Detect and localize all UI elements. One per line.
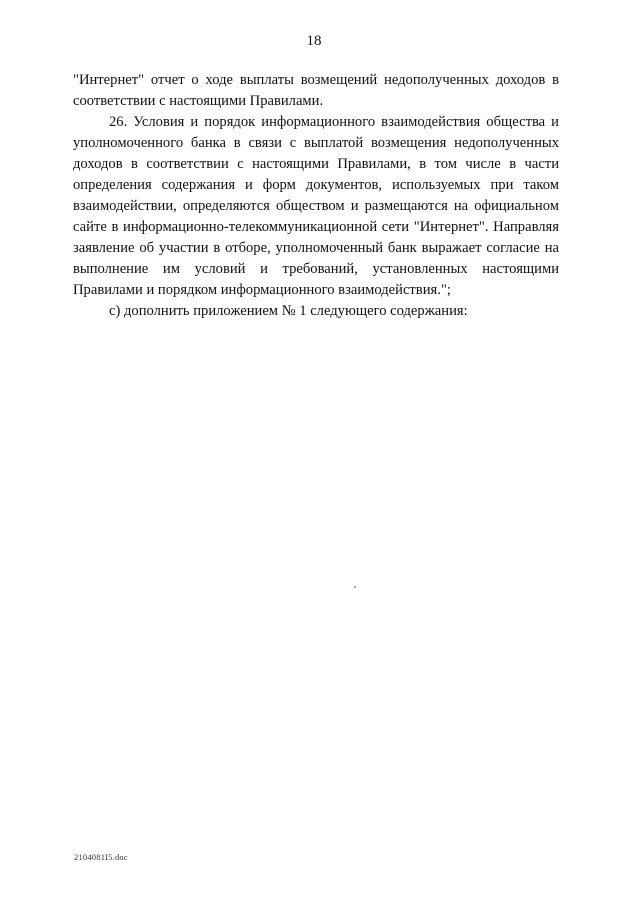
file-name-footer: 2104081I5.doc	[74, 852, 128, 862]
paragraph-amendment-c: с) дополнить приложением № 1 следующего содержания:	[109, 303, 468, 319]
paragraph-26: 26. Условия и порядок информационного взаимодействия общества и уполномоченного банка в связи с выплатой возмещения недополученных доходов в соответствии с настоящими Правилами, в том числе в части определения содержания и форм документов, используемых при таком взаимодействии, определяются обществом и размещаются на официальном сайте в информационно-телекоммуникационной сети "Интернет". Направляя заявление об участии в отборе, уполномоченный банк выражает согласие на выполнение им условий и требований, установленных настоящими Правилами и порядком информационного взаимодействия.";	[73, 114, 559, 298]
document-body	[73, 70, 559, 322]
page-number: 18	[306, 33, 322, 49]
paragraph-continuation: "Интернет" отчет о ходе выплаты возмещений недополученных доходов в соответствии с настоящими Правилами.	[73, 72, 559, 109]
scan-speck	[354, 586, 356, 588]
